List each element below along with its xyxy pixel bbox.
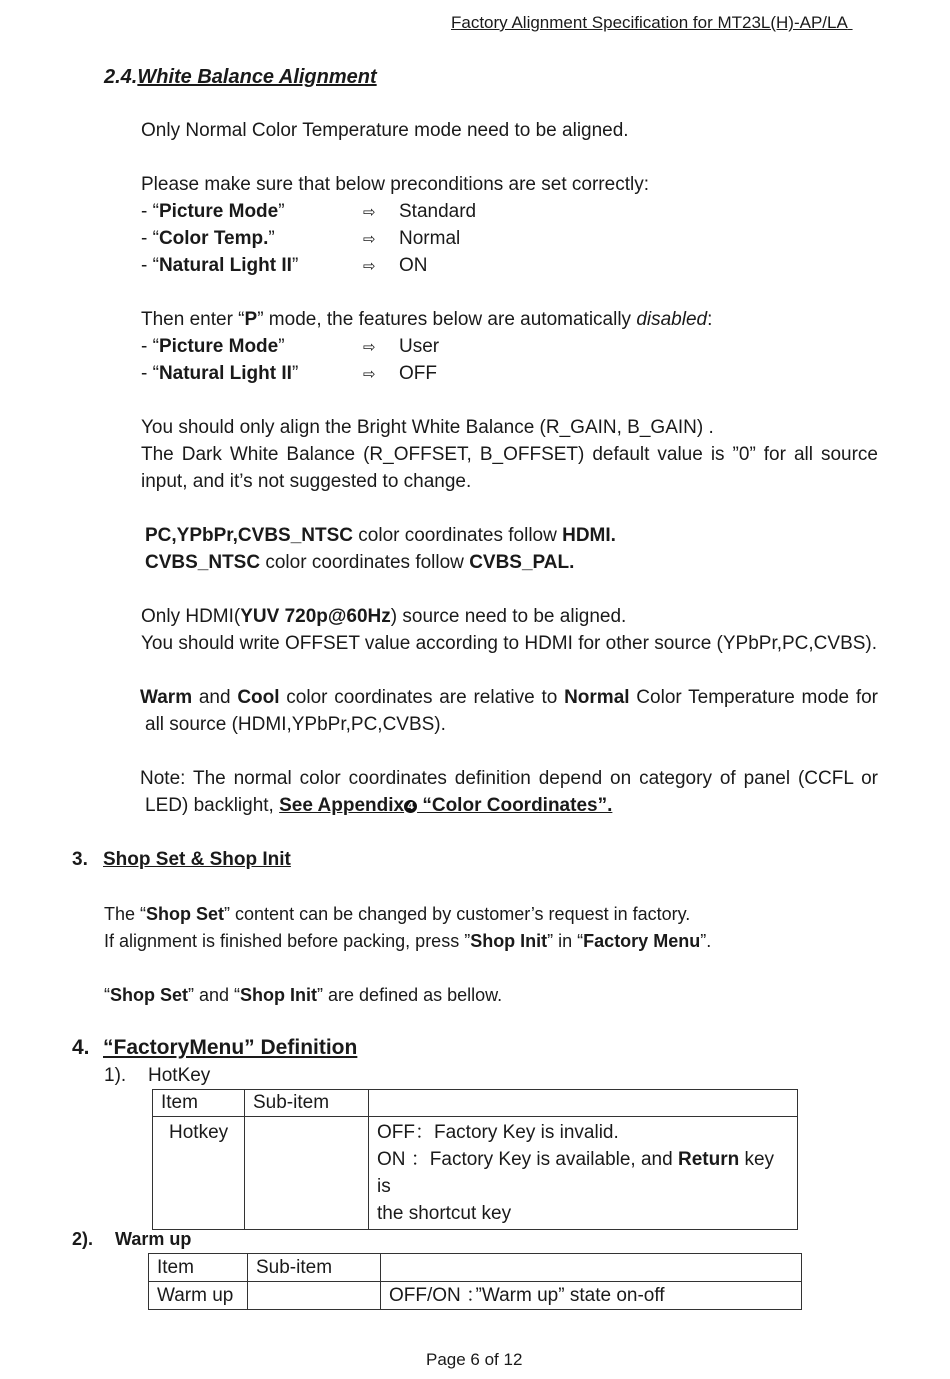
section-3-heading (72, 849, 291, 871)
dark-balance-text-cont: input, and it’s not suggested to change. (141, 471, 472, 492)
arrow-right-icon: ⇨ (363, 365, 376, 383)
precondition-row: - “Color Temp.” (141, 228, 275, 249)
p-mode-text: Then enter “P” mode, the features below are automatically disabled: (141, 309, 713, 330)
coordinates-follow-line: PC,YPbPr,CVBS_NTSC color coordinates follow HDMI. (145, 525, 616, 546)
table-cell (245, 1117, 369, 1230)
subsection-hotkey-heading: 1). HotKey (104, 1065, 211, 1086)
shop-init-text: If alignment is finished before packing, press ”Shop Init” in “Factory Menu”. (104, 931, 712, 951)
table-cell (248, 1282, 381, 1310)
table-row (149, 1282, 802, 1310)
bright-balance-text: You should only align the Bright White Balance (R_GAIN, B_GAIN) . (141, 417, 714, 438)
table-cell: Hotkey (153, 1117, 245, 1230)
table-header-row (149, 1254, 802, 1282)
note-line: Note: The normal color coordinates definition depend on category of panel (CCFL or (140, 768, 878, 789)
document-header (451, 13, 853, 33)
relative-coordinates-line-cont: all source (HDMI,YPbPr,PC,CVBS). (145, 714, 446, 735)
offset-line: You should write OFFSET value according to HDMI for other source (YPbPr,PC,CVBS). (141, 633, 878, 654)
disabled-feature-value: OFF (399, 363, 437, 384)
section-number: 2.4. (104, 66, 138, 88)
header-title: Factory Alignment Specification for MT23L(H)-AP/LA (451, 13, 848, 32)
table-header-cell: Sub-item (245, 1090, 369, 1117)
table-cell: Warm up (149, 1282, 248, 1310)
section-number: 3. (72, 849, 88, 870)
hotkey-table (152, 1089, 798, 1230)
table-header-row (153, 1090, 798, 1117)
warmup-table (148, 1253, 802, 1310)
page-number: Page 6 of 12 (426, 1350, 523, 1369)
shop-set-text: The “Shop Set” content can be changed by customer’s request in factory. (104, 904, 691, 924)
section-number: 4. (72, 1036, 90, 1059)
subsection-warmup-heading: 2). Warm up (72, 1229, 192, 1249)
precondition-value: Normal (399, 228, 461, 249)
disabled-feature-row: - “Picture Mode” (141, 336, 285, 357)
note-line-cont: LED) backlight, See Appendix 4 “Color Coordinates”. (145, 795, 613, 816)
table-header-cell (369, 1090, 798, 1117)
disabled-feature-row: - “Natural Light II” (141, 363, 299, 384)
section-title: Shop Set & Shop Init (103, 849, 291, 870)
precondition-value: ON (399, 255, 428, 276)
circled-number-icon: 4 (404, 800, 417, 813)
section-title: White Balance Alignment (137, 66, 377, 88)
disabled-feature-value: User (399, 336, 440, 357)
table-header-cell: Item (153, 1090, 245, 1117)
arrow-right-icon: ⇨ (363, 230, 376, 248)
table-header-cell (381, 1254, 802, 1282)
section-title: “FactoryMenu” Definition (103, 1036, 358, 1059)
relative-coordinates-line: Warm and Cool color coordinates are relative to Normal Color Temperature mode for (140, 687, 879, 708)
section-4-heading (72, 1036, 358, 1060)
table-row (153, 1117, 798, 1230)
precondition-value: Standard (399, 201, 477, 222)
intro-text: Only Normal Color Temperature mode need to be aligned. (141, 120, 629, 141)
arrow-right-icon: ⇨ (363, 338, 376, 356)
precondition-row: - “Natural Light II” (141, 255, 299, 276)
table-header-cell: Sub-item (248, 1254, 381, 1282)
coordinates-follow-line: CVBS_NTSC color coordinates follow CVBS_PAL. (145, 552, 575, 573)
dark-balance-text: The Dark White Balance (R_OFFSET, B_OFFSET) default value is ”0” for all source (141, 444, 878, 465)
arrow-right-icon: ⇨ (363, 257, 376, 275)
defined-text: “Shop Set” and “Shop Init” are defined as bellow. (104, 985, 503, 1005)
arrow-right-icon: ⇨ (363, 203, 376, 221)
appendix-link[interactable]: See Appendix 4 “Color Coordinates”. (279, 795, 613, 816)
section-2-4-heading (104, 66, 377, 89)
hdmi-line: Only HDMI(YUV 720p@60Hz) source need to be aligned. (141, 606, 627, 627)
table-cell: OFF/ON ：”Warm up” state on-off (381, 1282, 802, 1310)
table-header-cell: Item (149, 1254, 248, 1282)
preconditions-intro: Please make sure that below preconditions are set correctly: (141, 174, 649, 195)
precondition-row: - “Picture Mode” (141, 201, 285, 222)
table-cell: OFF：Factory Key is invalid. ON ：Factory Key is available, and Return key is the shortcut key (369, 1117, 798, 1230)
